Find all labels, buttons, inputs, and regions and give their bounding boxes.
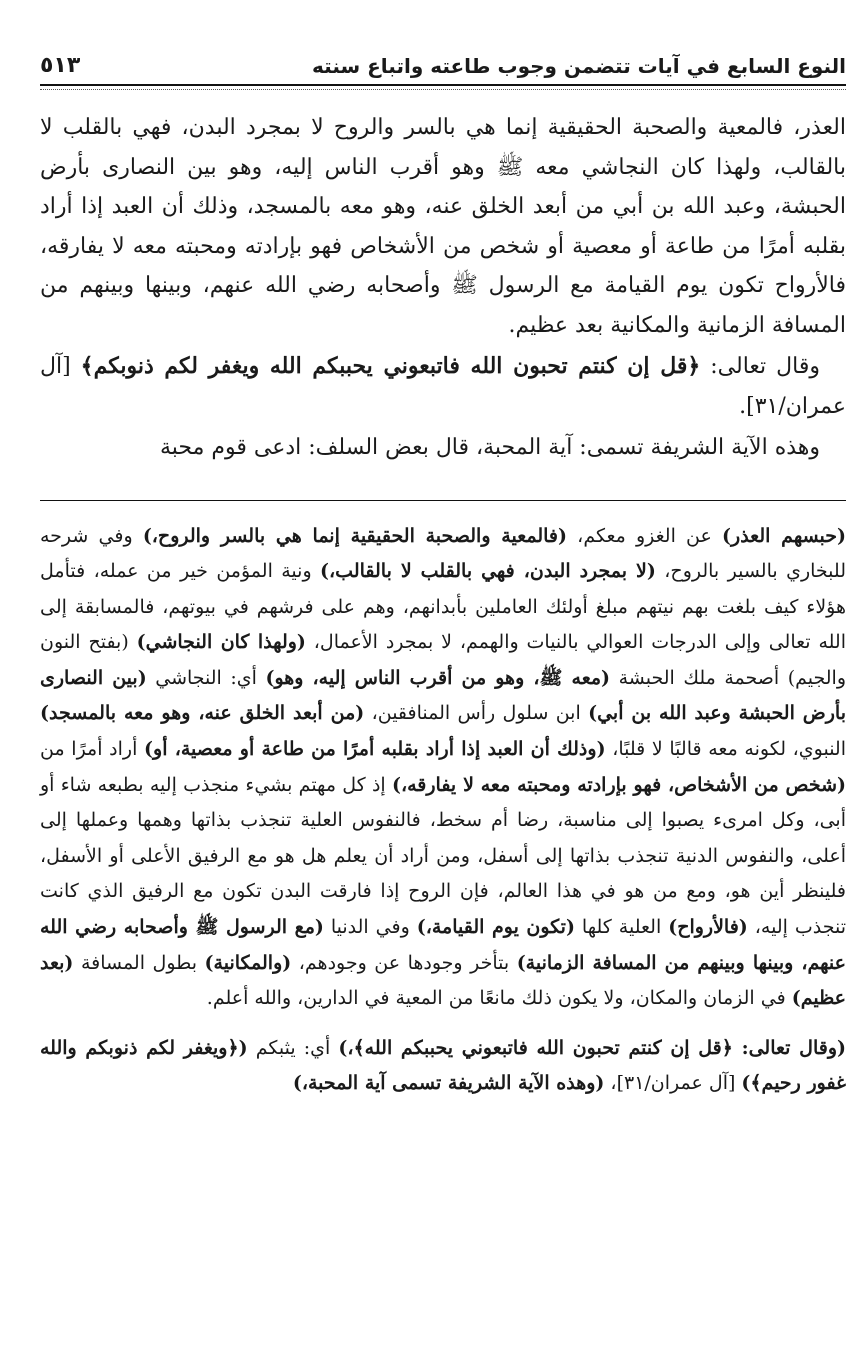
commentary-text: (بفتح النون والجيم) أصحمة ملك الحبشة — [40, 631, 846, 689]
commentary-quoted-text: (لا بمجرد البدن، فهي بالقلب لا بالقالب،) — [320, 560, 656, 583]
commentary-text: عن الغزو معكم، — [567, 524, 723, 547]
commentary-quoted-text: (معه ﷺ، وهو من أقرب الناس إليه، وهو) — [265, 666, 611, 689]
commentary-text: ابن سلول رأس المنافقين، — [364, 702, 589, 725]
commentary-text: أي: يثبكم — [247, 1036, 339, 1059]
commentary-quoted-text: (حبسهم العذر) — [722, 524, 846, 547]
commentary-paragraph-2 — [40, 1031, 846, 1102]
commentary-paragraph-1 — [40, 519, 846, 1017]
verse-reference: [آل عمران/٣١]. — [40, 354, 846, 419]
commentary-text: في الزمان والمكان، ولا يكون ذلك مانعًا من المعية في الدارين، والله أعلم. — [206, 987, 792, 1010]
commentary-quoted-text: (وقال تعالى: ﴿قل إن كنتم تحبون الله فاتبعوني يحببكم الله﴾،) — [338, 1036, 846, 1059]
header-rule — [40, 84, 846, 86]
commentary-quoted-text: (شخص من الأشخاص، فهو بإرادته ومحبته معه لا يفارقه،) — [391, 773, 846, 796]
commentary-quoted-text: (والمكانية) — [204, 951, 292, 974]
main-paragraph-3: وهذه الآية الشريفة تسمى: آية المحبة، قال بعض السلف: ادعى قوم محبة — [159, 435, 820, 460]
commentary-quoted-text: (فالأرواح) — [668, 916, 748, 939]
commentary — [40, 519, 846, 1103]
commentary-quoted-text: (بين النصارى بأرض الحبشة وعبد الله بن أبي) — [40, 666, 846, 725]
commentary-quoted-text: (مع الرسول ﷺ وأصحابه رضي الله عنهم، وبينها وبينهم من المسافة الزمانية) — [40, 916, 846, 974]
commentary-text: إذ كل مهتم بشيء منجذب إليه بطبعه شاء أو أبى، وكل امرىء يصبوا إلى مناسبة، رضا أم سخط، فالنفوس العلية تنجذب بذاتها وهمها وعملها إلى أعلى، والنفوس الدنية تنجذب بذاتها إلى أسفل، ومن أراد أن يعلم هل هو مع الرفيق الأعلى أو الأسفل، فلينظر أين هو، ومع من هو في هذا العالم، فإن الروح إذا فارقت البدن تكون مع الرفيق الذي كانت تنجذب إليه، — [40, 773, 847, 939]
commentary-text: أراد أمرًا من — [40, 738, 145, 761]
page-number: ٥١٣ — [40, 53, 81, 78]
commentary-text: العلية كلها — [574, 916, 669, 939]
running-header — [40, 40, 846, 78]
book-page — [40, 40, 846, 1102]
commentary-quoted-text: (وهذه الآية الشريفة تسمى آية المحبة،) — [292, 1072, 605, 1095]
commentary-text: وفي شرحه للبخاري بالسير بالروح، — [40, 524, 846, 583]
commentary-text: وفي الدنيا — [323, 916, 417, 939]
running-title: النوع السابع في آيات تتضمن وجوب طاعته واتباع سنته — [312, 54, 846, 78]
verse-lead: وقال تعالى: — [700, 354, 820, 379]
commentary-text: بطول المسافة — [73, 951, 205, 974]
commentary-text: ونية المؤمن خير من عمله، فتأمل هؤلاء كيف بلغت بهم نيتهم مبلغ أولئك العاملين بأبدانهم، وهم على فرشهم في بيوتهم، فالمسابقة إلى الله تعالى وإلى الدرجات العوالي بالنيات والهمم، لا بمجرد الأعمال، — [40, 560, 846, 654]
main-paragraph-2 — [40, 347, 846, 426]
main-paragraph-1: العذر، فالمعية والصحبة الحقيقية إنما هي بالسر والروح لا بمجرد البدن، فهي بالقلب لا بالقالب، ولهذا كان النجاشي معه ﷺ وهو أقرب الناس إليه، وهو بين النصارى بأرض الحبشة، وعبد الله بن أبي من أبعد الخلق عنه، وهو معه بالمسجد، وذلك أن العبد إذا أراد بقلبه أمرًا من طاعة أو معصية أو شخص من الأشخاص فهو بإرادته ومحبته معه لا يفارقه، فالأرواح تكون يوم القيامة مع الرسول ﷺ وأصحابه رضي الله عنهم، وبينها وبينهم من المسافة الزمانية والمكانية بعد عظيم. — [40, 115, 846, 338]
commentary-text: بتأخر وجودها عن وجودهم، — [291, 951, 517, 974]
header-dotted-rule — [40, 89, 846, 90]
quran-verse: ﴿قل إن كنتم تحبون الله فاتبعوني يحببكم الله ويغفر لكم ذنوبكم﴾ — [80, 353, 701, 379]
commentary-text: [آل عمران/٣١]، — [604, 1072, 742, 1095]
commentary-quoted-text: (وذلك أن العبد إذا أراد بقلبه أمرًا من طاعة أو معصية، أو) — [144, 738, 606, 761]
commentary-quoted-text: (ولهذا كان النجاشي) — [136, 631, 306, 654]
commentary-text: النبوي، لكونه معه قالبًا لا قلبًا، — [605, 738, 847, 761]
commentary-quoted-text: (تكون يوم القيامة،) — [416, 916, 575, 939]
commentary-quoted-text: (من أبعد الخلق عنه، وهو معه بالمسجد) — [40, 702, 365, 725]
commentary-text: أي: النجاشي — [146, 666, 266, 689]
main-text — [40, 108, 846, 468]
commentary-quoted-text: (﴿ويغفر لكم ذنوبكم والله غفور رحيم﴾) — [40, 1036, 846, 1095]
commentary-quoted-text: (بعد عظيم) — [40, 951, 846, 1010]
footnote-separator — [40, 500, 846, 501]
commentary-quoted-text: (فالمعية والصحبة الحقيقية إنما هي بالسر والروح،) — [142, 524, 567, 547]
